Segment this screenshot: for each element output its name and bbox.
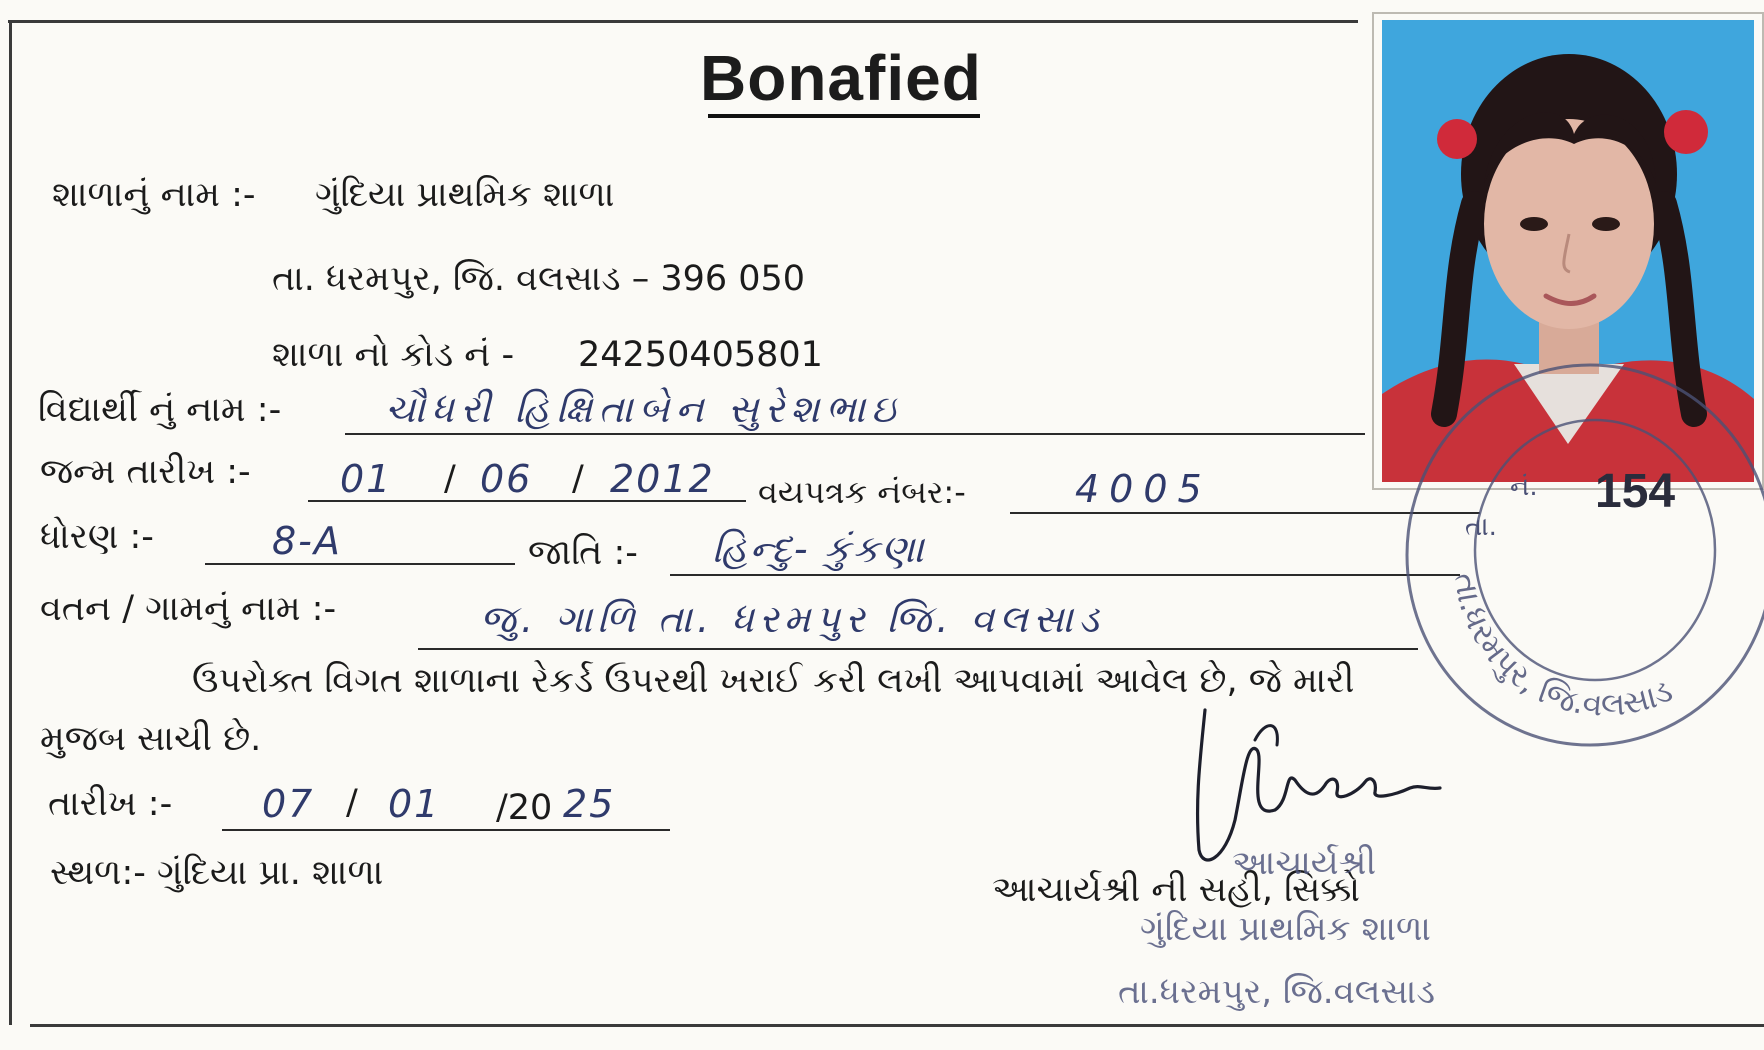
caste-label: જાતિ :- xyxy=(528,533,638,573)
village-label: વતન / ગામનું નામ :- xyxy=(40,589,337,629)
register-no: 4005 xyxy=(1075,467,1212,511)
student-name-line xyxy=(345,433,1365,435)
std-line xyxy=(205,563,515,565)
stamp-school-name: ગુંદિયા પ્રાથમિક શાળા xyxy=(1140,909,1431,949)
issue-date-year-prefix: /20 xyxy=(496,788,553,828)
title-underline xyxy=(708,114,980,118)
dob-slash-1: / xyxy=(444,459,456,499)
bottom-border xyxy=(30,1024,1764,1027)
issue-date-year-suffix: 25 xyxy=(563,782,616,826)
statement-line-2: મુજબ સાચી છે. xyxy=(40,719,262,759)
seal-number-prefix: નં. xyxy=(1510,472,1538,502)
seal-ta-label: તા. xyxy=(1465,512,1497,542)
stamp-address: તા.ધરમપુર, જિ.વલસાડ xyxy=(1118,972,1435,1012)
school-address: તા. ધરમપુર, જિ. વલસાડ – 396 050 xyxy=(272,259,806,299)
dob-month: 06 xyxy=(480,457,533,501)
issue-date-slash: / xyxy=(346,783,358,823)
statement-line-1: ઉપરોક્ત વિગત શાળાના રેકર્ડ ઉપરથી ખરાઈ કરી લખી આપવામાં આવેલ છે, જે મારી xyxy=(192,661,1355,701)
place-label: સ્થળ:- ગુંદિયા પ્રા. શાળા xyxy=(50,853,384,893)
top-border xyxy=(8,20,1358,23)
issue-date-day: 07 xyxy=(262,782,315,826)
dob-line xyxy=(308,500,746,502)
seal-number: 154 xyxy=(1595,465,1676,518)
caste-line xyxy=(670,574,1460,576)
issue-date-month: 01 xyxy=(388,782,441,826)
school-code-label: શાળા નો કોડ નં - xyxy=(272,335,515,375)
left-border xyxy=(9,20,12,1025)
village-value: જુ. ગાળિ તા. ધરમપુર જિ. વલસાડ xyxy=(480,597,1104,641)
school-code: 24250405801 xyxy=(578,335,823,375)
caste-value: હિન્દુ- કુંકણા xyxy=(712,527,926,571)
school-name-label: શાળાનું નામ :- xyxy=(52,175,256,215)
student-name-label: વિદ્યાર્થી નું નામ :- xyxy=(38,390,282,430)
certificate-title: Bonafied xyxy=(700,42,982,114)
register-no-label: વયપત્રક નંબર:- xyxy=(758,473,966,511)
dob-day: 01 xyxy=(340,457,393,501)
principal-signature-label: આચાર્યશ્રી ની સહી, સિક્કો xyxy=(992,870,1360,910)
stamp-title: આચાર્યશ્રી xyxy=(1232,843,1377,883)
dob-year: 2012 xyxy=(610,457,715,501)
std-label: ધોરણ :- xyxy=(40,517,154,557)
school-round-seal xyxy=(1395,355,1764,770)
village-line xyxy=(418,648,1418,650)
dob-slash-2: / xyxy=(572,459,584,499)
issue-date-line xyxy=(222,829,670,831)
student-name: ચૌધરી હિક્ષિતાબેન સુરેશભાઇ xyxy=(385,387,902,431)
issue-date-label: તારીખ :- xyxy=(48,784,173,824)
std-value: 8-A xyxy=(272,519,342,563)
school-name: ગુંદિયા પ્રાથમિક શાળા xyxy=(315,175,615,215)
seal-ring-text: તા.ધરમપુર, જિ.વલસાડ xyxy=(1446,570,1678,724)
dob-label: જન્મ તારીખ :- xyxy=(40,452,251,492)
